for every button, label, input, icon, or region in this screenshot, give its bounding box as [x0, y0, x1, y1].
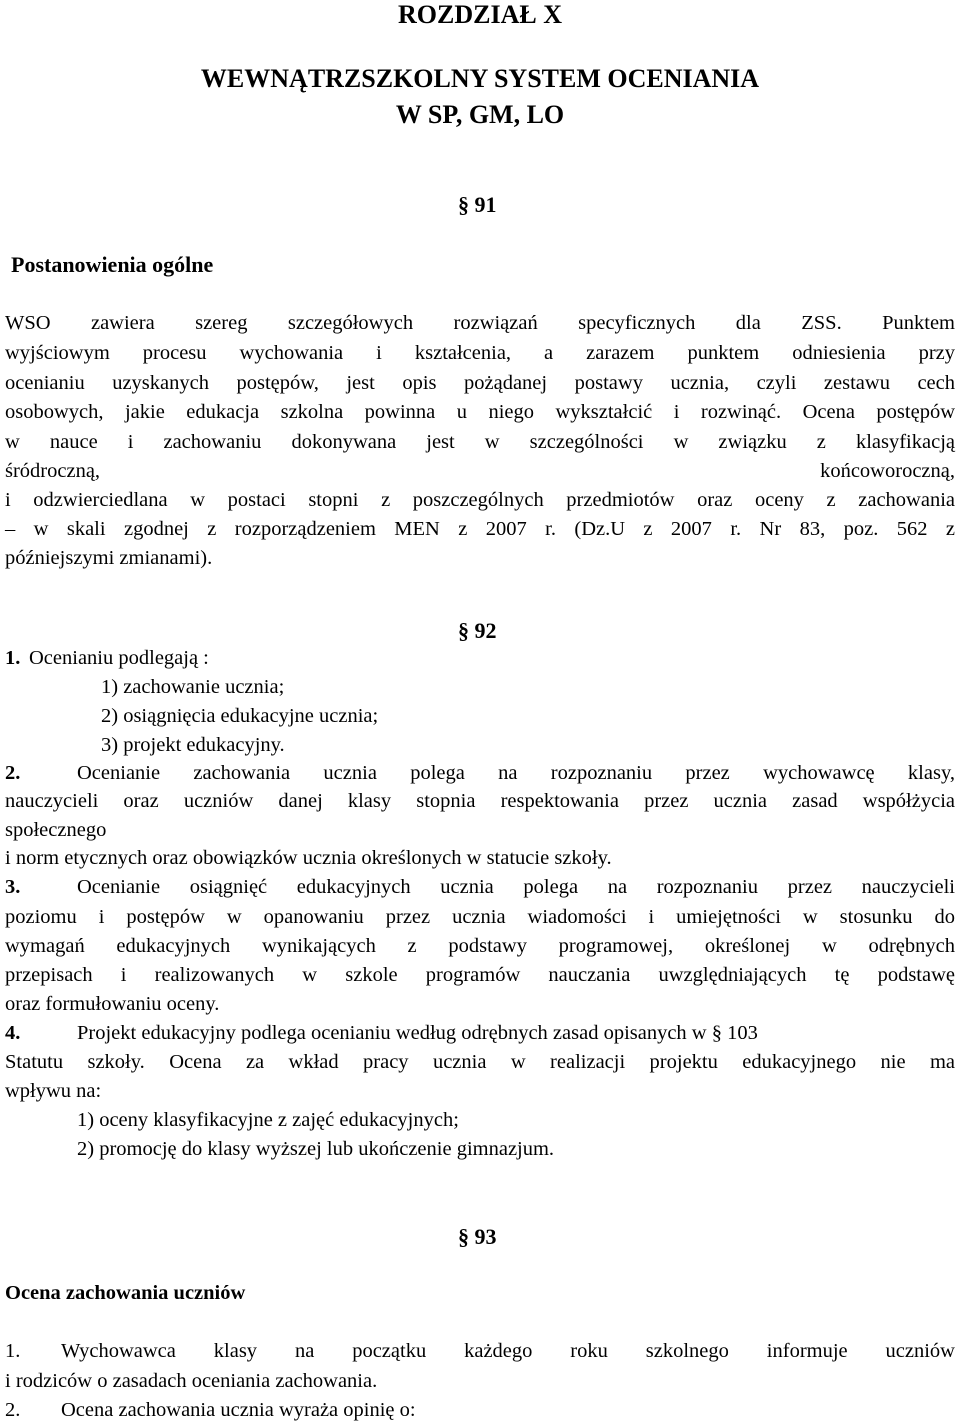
paragraph-line: oraz formułowaniu oceny.: [5, 993, 220, 1015]
paragraph-line: śródroczną, końcoworoczną,: [5, 460, 955, 482]
point-number: 3.: [5, 876, 21, 898]
section-number-92: § 92: [458, 618, 497, 643]
list-item: 3) projekt edukacyjny.: [101, 734, 285, 756]
paragraph-line: i rodziców o zasadach oceniania zachowania.: [5, 1370, 378, 1392]
list-item: 2) promocję do klasy wyższej lub ukończenie gimnazjum.: [77, 1138, 555, 1160]
list-item: 1) oceny klasyfikacyjne z zajęć edukacyjnych;: [77, 1109, 459, 1131]
paragraph-line: Statutu szkoły. Ocena za wkład pracy ucznia w realizacji projektu edukacyjnego nie ma: [5, 1051, 955, 1073]
section-number-91: § 91: [458, 192, 497, 217]
point-number: 2.: [5, 1399, 21, 1421]
point-number: 2.: [5, 762, 21, 784]
paragraph-line: ocenianiu uzyskanych postępów, jest opis pożądanej postawy ucznia, czyli zestawu cech: [5, 372, 955, 394]
point-number: 4.: [5, 1022, 21, 1044]
paragraph-line: nauczycieli oraz uczniów danej klasy stopnia respektowania przez ucznia zasad współżycia: [5, 790, 955, 812]
paragraph-line: wpływu na:: [5, 1080, 102, 1102]
paragraph-line: społecznego: [5, 819, 107, 841]
chapter-title: ROZDZIAŁ X: [398, 0, 562, 29]
section-heading-general: Postanowienia ogólne: [11, 252, 214, 277]
paragraph-line: Ocenianie osiągnięć edukacyjnych ucznia polega na rozpoznaniu przez nauczycieli: [77, 876, 955, 898]
system-title-line2: W SP, GM, LO: [395, 100, 565, 129]
paragraph-line: osobowych, jakie edukacja szkolna powinna u niego wykształcić i rozwinąć. Ocena postępów: [5, 401, 955, 423]
section-heading-behavior: Ocena zachowania uczniów: [5, 1282, 246, 1304]
section-number-93: § 93: [458, 1224, 497, 1249]
point-text: Ocenianiu podlegają :: [29, 647, 209, 669]
paragraph-line: wymagań edukacyjnych wynikających z podstawy programowej, określonej w odrębnych: [5, 935, 955, 957]
paragraph-line: Wychowawca klasy na początku każdego roku szkolnego informuje uczniów: [61, 1340, 955, 1362]
paragraph-line: wyjściowym procesu wychowania i kształcenia, a zarazem punktem odniesienia przy: [5, 342, 955, 364]
list-item: 2) osiągnięcia edukacyjne ucznia;: [101, 705, 379, 727]
paragraph-line: późniejszymi zmianami).: [5, 547, 213, 569]
system-title-line1: WEWNĄTRZSZKOLNY SYSTEM OCENIANIA: [200, 64, 760, 93]
list-item: 1) zachowanie ucznia;: [101, 676, 285, 698]
paragraph-line: Ocenianie zachowania ucznia polega na rozpoznaniu przez wychowawcę klasy,: [77, 762, 955, 784]
point-number: 1.: [5, 647, 21, 669]
paragraph-line: w nauce i zachowaniu dokonywana jest w szczególności w związku z klasyfikacją: [5, 431, 955, 453]
paragraph-line: i norm etycznych oraz obowiązków ucznia określonych w statucie szkoły.: [5, 847, 612, 869]
paragraph-line: i odzwierciedlana w postaci stopni z poszczególnych przedmiotów oraz oceny z zachowania: [5, 489, 955, 511]
paragraph-line: Ocena zachowania ucznia wyraża opinię o:: [61, 1399, 416, 1421]
paragraph-line: – w skali zgodnej z rozporządzeniem MEN z 2007 r. (Dz.U z 2007 r. Nr 83, poz. 562 z: [5, 518, 955, 540]
paragraph-line: WSO zawiera szereg szczegółowych rozwiązań specyficznych dla ZSS. Punktem: [5, 312, 955, 334]
point-number: 1.: [5, 1340, 21, 1362]
paragraph-line: Projekt edukacyjny podlega ocenianiu według odrębnych zasad opisanych w § 103: [77, 1022, 758, 1044]
paragraph-line: poziomu i postępów w opanowaniu przez ucznia wiadomości i umiejętności w stosunku do: [5, 906, 955, 928]
paragraph-line: przepisach i realizowanych w szkole programów nauczania uwzględniających tę podstawę: [5, 964, 955, 986]
